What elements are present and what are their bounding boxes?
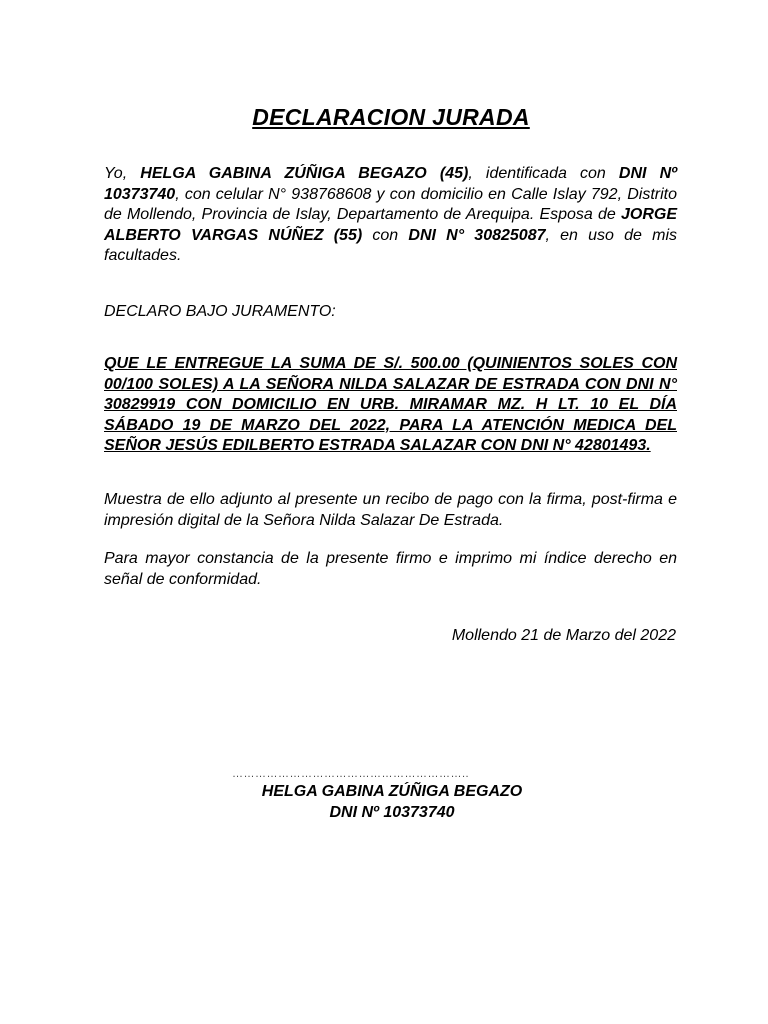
constancy-paragraph: Para mayor constancia de la presente firmo e imprimo mi índice derecho en señal de conformidad. xyxy=(104,550,677,588)
declarant-name: HELGA GABINA ZÚÑIGA BEGAZO (45) xyxy=(140,165,469,182)
intro-text-1: Yo, xyxy=(104,165,141,182)
signature-line: …………………………………………………….. xyxy=(232,768,470,780)
declarant-dni: DNI Nº 10373740 xyxy=(104,165,678,203)
intro-text-2: , identificada con xyxy=(468,165,619,182)
intro-paragraph xyxy=(104,164,677,267)
oath-statement: QUE LE ENTREGUE LA SUMA DE S/. 500.00 (QUINIENTOS SOLES CON 00/100 SOLES) A LA SEÑORA NILDA SALAZAR DE ESTRADA CON DNI N° 30829919 CON DOMICILIO EN URB. MIRAMAR MZ. H LT. 10 EL DÍA SÁBADO 19 DE MARZO DEL 2022, PARA LA ATENCIÓN MEDICA DEL SEÑOR JESÚS EDILBERTO ESTRADA SALAZAR CON DNI N° 42801493. xyxy=(104,355,677,454)
spouse-name: JORGE ALBERTO VARGAS NÚÑEZ (55) xyxy=(104,206,677,244)
document-title: DECLARACION JURADA xyxy=(252,104,530,130)
evidence-paragraph: Muestra de ello adjunto al presente un recibo de pago con la firma, post-firma e impresión digital de la Señora Nilda Salazar De Estrada. xyxy=(104,491,677,529)
spouse-dni: DNI N° 30825087 xyxy=(408,226,546,244)
intro-text-5: , en uso de mis facultades. xyxy=(104,226,678,264)
intro-text-4: con xyxy=(362,226,409,244)
signer-dni: DNI Nº 10373740 xyxy=(329,804,455,821)
intro-text-3: , con celular N° 938768608 y con domicilio en Calle Islay 792, Distrito de Mollendo, Provincia de Islay, Departamento de Arequipa. Esposa de xyxy=(104,185,677,223)
declaration-heading: DECLARO BAJO JURAMENTO: xyxy=(104,303,336,320)
signer-name: HELGA GABINA ZÚÑIGA BEGAZO xyxy=(261,783,523,800)
place-and-date: Mollendo 21 de Marzo del 2022 xyxy=(451,627,676,644)
